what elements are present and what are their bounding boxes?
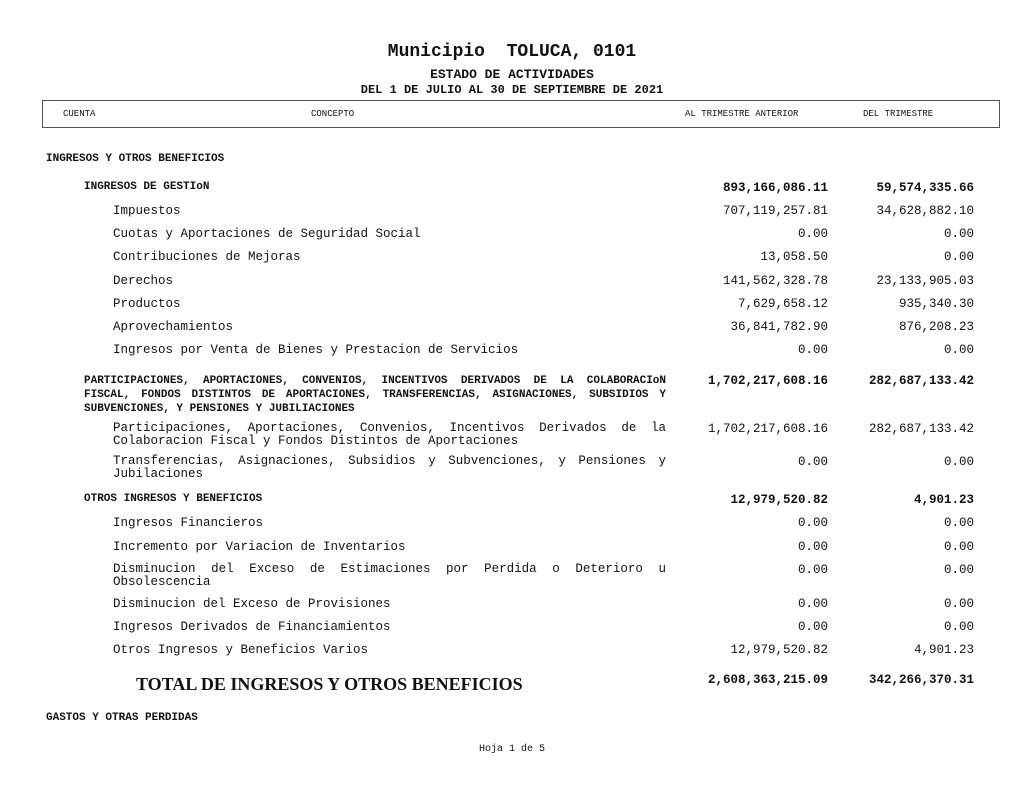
column-concepto: CONCEPTO — [311, 109, 355, 119]
municipio-title: Municipio TOLUCA, 0101 — [387, 42, 637, 62]
column-header-box — [42, 100, 1000, 128]
report-period: DEL 1 DE JULIO AL 30 DE SEPTIEMBRE DE 2021 — [360, 83, 664, 97]
column-anterior: AL TRIMESTRE ANTERIOR — [685, 109, 799, 119]
column-trimestre: DEL TRIMESTRE — [863, 109, 934, 119]
page-number: Hoja 1 de 5 — [478, 744, 545, 755]
report-title: ESTADO DE ACTIVIDADES — [430, 67, 594, 82]
column-cuenta: CUENTA — [63, 109, 96, 119]
